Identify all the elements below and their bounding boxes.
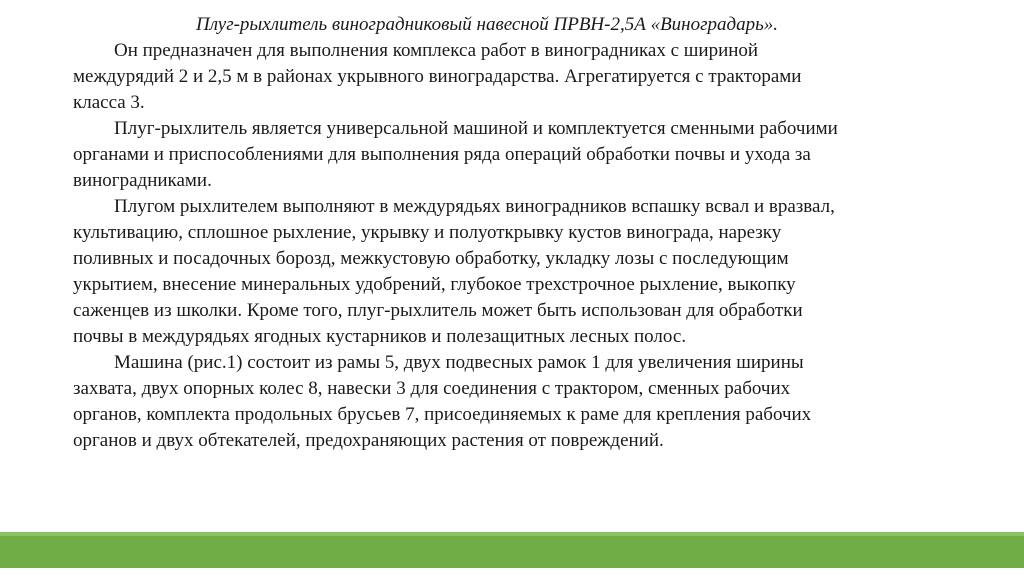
text-line: органов и двух обтекателей, предохраняющих растения от повреждений.: [73, 430, 664, 451]
paragraph-description: [73, 116, 953, 194]
text-line: укрытием, внесение минеральных удобрений, глубокое трехстрочное рыхление, выкопку: [73, 274, 796, 295]
text-line: органами и приспособлениями для выполнения ряда операций обработки почвы и ухода за: [73, 144, 811, 165]
paragraph-construction: [73, 350, 953, 454]
text-line: культивацию, сплошное рыхление, укрывку и полуоткрывку кустов винограда, нарезку: [73, 222, 782, 243]
text-line: междурядий 2 и 2,5 м в районах укрывного виноградарства. Агрегатируется с тракторами: [73, 66, 802, 87]
text-line: Плугом рыхлителем выполняют в междурядьях виноградников вспашку всвал и вразвал,: [114, 196, 835, 217]
footer-accent-stripe: [0, 532, 1024, 536]
text-line: поливных и посадочных борозд, межкустовую обработку, укладку лозы с последующим: [73, 248, 789, 269]
paragraph-operations: [73, 194, 953, 350]
text-line: Плуг-рыхлитель является универсальной машиной и комплектуется сменными рабочими: [114, 118, 838, 139]
text-line: Он предназначен для выполнения комплекса работ в виноградниках с шириной: [114, 40, 759, 61]
text-line: класса 3.: [73, 92, 145, 113]
text-line: почвы в междурядьях ягодных кустарников и полезащитных лесных полос.: [73, 326, 687, 347]
footer-bar: [0, 532, 1024, 568]
text-line: саженцев из школки. Кроме того, плуг-рыхлитель может быть использован для обработки: [73, 300, 803, 321]
paragraph-purpose: [73, 38, 953, 116]
text-line: захвата, двух опорных колес 8, навески 3 для соединения с трактором, сменных рабочих: [73, 378, 791, 399]
slide-title: Плуг-рыхлитель виноградниковый навесной ПРВН-2,5А «Виноградарь».: [196, 14, 779, 35]
slide-content: [73, 12, 953, 454]
text-line: органов, комплекта продольных брусьев 7, присоединяемых к раме для крепления рабочих: [73, 404, 812, 425]
text-line: виноградниками.: [73, 170, 212, 191]
text-line: Машина (рис.1) состоит из рамы 5, двух подвесных рамок 1 для увеличения ширины: [114, 352, 804, 373]
